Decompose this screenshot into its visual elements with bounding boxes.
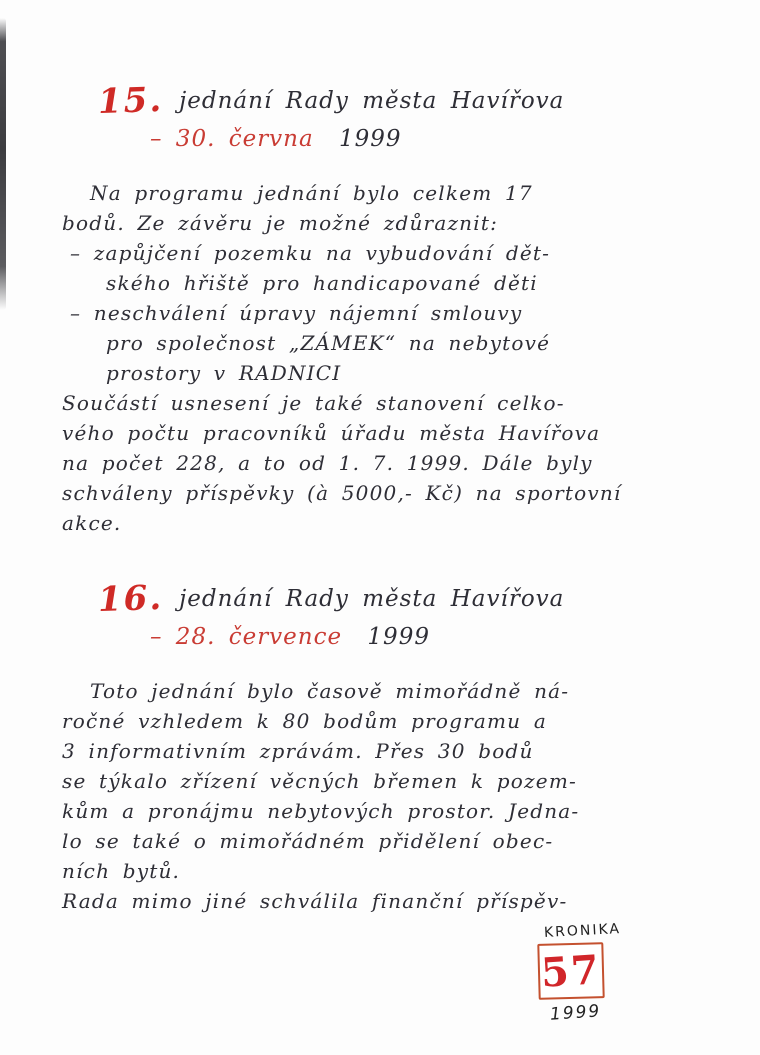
scan-edge-artifact (0, 18, 6, 310)
text-line: Součástí usnesení je také stanovení celko- (62, 391, 565, 415)
text-line: pro společnost „ZÁMEK“ na nebytové (106, 331, 551, 355)
text-line: – neschválení úpravy nájemní smlouvy (70, 301, 523, 325)
chronicle-page-stamp (538, 920, 648, 1023)
entry-16-heading (97, 577, 682, 621)
entry-16-body (62, 676, 682, 916)
entry-15-year: 1999 (339, 126, 402, 152)
text-line: Rada mimo jiné schválila finanční příspěv- (62, 889, 568, 913)
entry-16-date-row (150, 624, 682, 650)
text-line: vého počtu pracovníků úřadu města Havířova (62, 421, 601, 445)
entry-16 (62, 577, 682, 916)
text-line: Na programu jednání bylo celkem 17 (90, 181, 533, 205)
stamp-page-number: 57 (539, 945, 603, 997)
text-line: prostory v RADNICI (106, 361, 342, 385)
text-line: se týkalo zřízení věcných břemen k pozem- (62, 769, 577, 793)
entry-16-number: 16. (97, 577, 164, 621)
entry-15-number: 15. (97, 79, 164, 123)
entry-15-date-row (150, 126, 682, 152)
text-line: na počet 228, a to od 1. 7. 1999. Dále byly (62, 451, 593, 475)
text-line: bodů. Ze závěru je možné zdůraznit: (62, 211, 499, 235)
text-line: ročné vzhledem k 80 bodům programu a (62, 709, 547, 733)
entry-16-year: 1999 (367, 624, 430, 650)
text-line: akce. (62, 511, 122, 535)
entry-16-date: – 28. července (150, 624, 343, 650)
text-line: schváleny příspěvky (à 5000,- Kč) na sportovní (62, 481, 622, 505)
text-line: Toto jednání bylo časově mimořádně ná- (90, 679, 570, 703)
text-line: 3 informativním zprávám. Přes 30 bodů (62, 739, 534, 763)
stamp-page-number-box (537, 942, 604, 1000)
text-line: ského hřiště pro handicapované děti (106, 271, 538, 295)
entry-15-title: jednání Rady města Havířova (179, 88, 565, 114)
entry-15 (62, 79, 682, 538)
entry-16-title: jednání Rady města Havířova (179, 586, 565, 612)
text-line: lo se také o mimořádném přidělení obec- (62, 829, 554, 853)
text-line: – zapůjčení pozemku na vybudování dět- (70, 241, 551, 265)
entry-15-body (62, 178, 682, 538)
entry-15-date: – 30. června (150, 126, 314, 152)
stamp-label: KRONIKA (543, 920, 622, 942)
entry-15-heading (97, 79, 682, 123)
stamp-year: 1999 (549, 1001, 602, 1025)
text-line: ních bytů. (62, 859, 181, 883)
text-line: kům a pronájmu nebytových prostor. Jedna- (62, 799, 580, 823)
